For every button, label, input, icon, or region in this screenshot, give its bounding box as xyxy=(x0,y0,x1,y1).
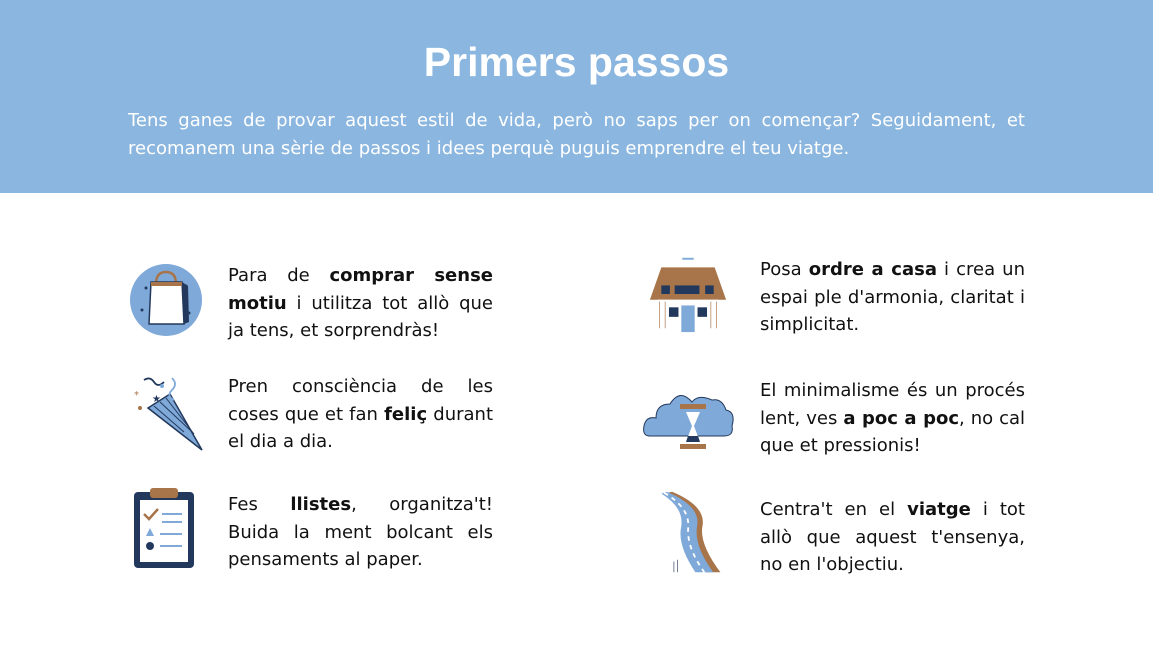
step-text: Fes llistes, organitza't! Buida la ment bolcant els pensaments al paper. xyxy=(228,494,493,570)
shopping-bag-icon xyxy=(126,258,206,342)
svg-text:*: * xyxy=(134,390,139,401)
hourglass-cloud-icon xyxy=(642,382,736,454)
step-text: Para de comprar sense motiu i utilitza tot allò que ja tens, et sorprendràs! xyxy=(228,265,493,341)
step-text: Pren consciència de les coses que et fan feliç durant el dia a dia. xyxy=(228,376,493,452)
party-popper-icon xyxy=(126,372,206,456)
page-title: Primers passos xyxy=(423,39,730,85)
svg-text:★: ★ xyxy=(152,394,161,405)
step-text: El minimalisme és un procés lent, ves a poc a poc, no cal que et pressionis! xyxy=(760,380,1026,456)
header-banner xyxy=(0,0,1153,193)
clipboard-icon xyxy=(126,486,206,570)
winding-road-icon xyxy=(650,490,730,574)
step-text: Posa ordre a casa i crea un espai ple d'armonia, claritat i simplicitat. xyxy=(760,259,1025,335)
intro-text: Tens ganes de provar aquest estil de vida, però no saps per on començar? Seguidament, et recomanem una sèrie de passos i idees perquè puguis emprendre el teu viatge. xyxy=(128,110,1025,159)
step-text: Centra't en el viatge i tot allò que aquest t'ensenya, no en l'objectiu. xyxy=(760,499,1025,575)
house-icon xyxy=(648,252,728,336)
